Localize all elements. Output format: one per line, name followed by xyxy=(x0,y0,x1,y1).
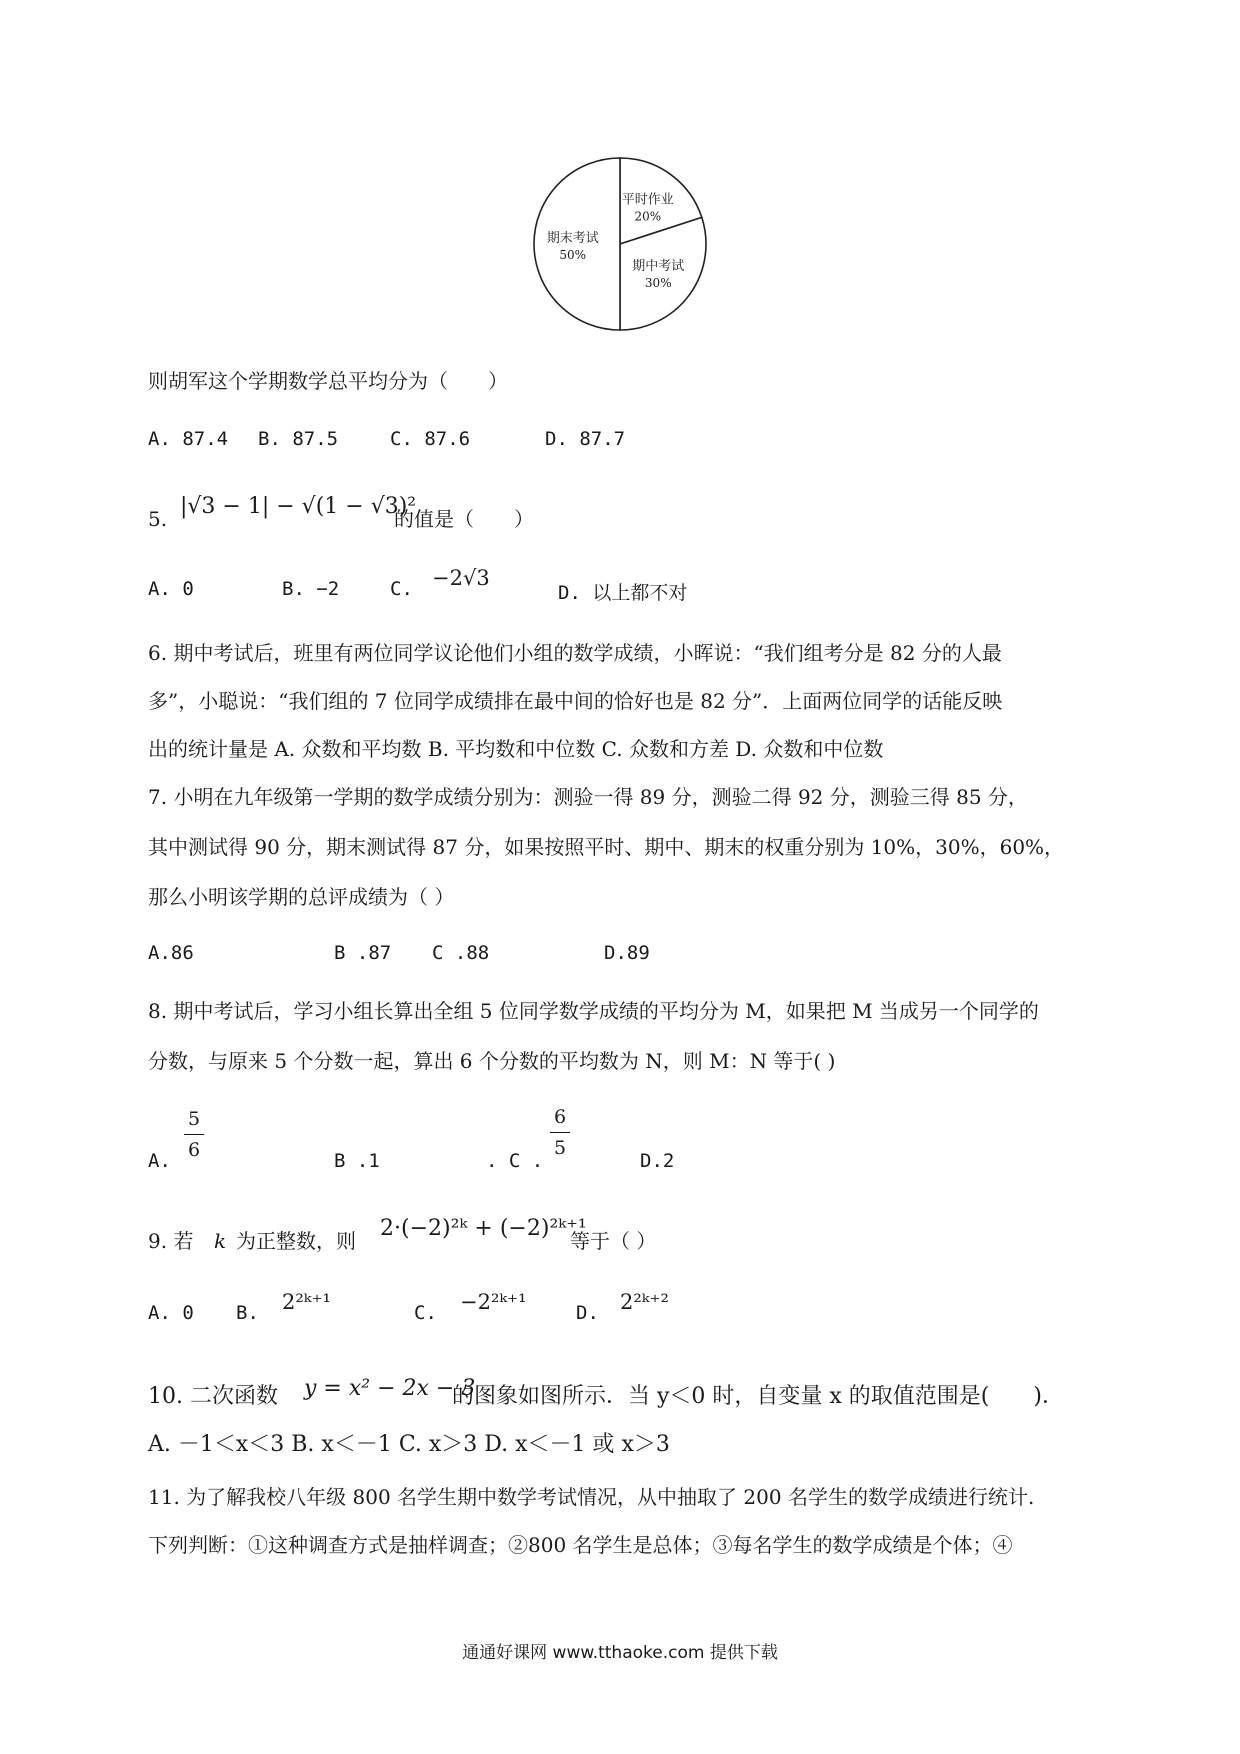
q5-tail: 的值是（ ） xyxy=(394,507,534,531)
q9-mid: 为正整数，则 xyxy=(236,1229,356,1253)
q9-variable-k: k xyxy=(214,1229,227,1253)
q10-prefix: 10. 二次函数 xyxy=(148,1384,278,1409)
q8-option-a-fraction xyxy=(184,1108,204,1161)
q6-line-2: 多”，小聪说：“我们组的 7 位同学成绩排在最中间的恰好也是 82 分”．上面两位同学的话能反映 xyxy=(148,689,1003,713)
q8-c-numerator: 6 xyxy=(553,1106,567,1128)
q8-line-2: 分数，与原来 5 个分数一起，算出 6 个分数的平均数为 N，则 M：N 等于( ) xyxy=(148,1049,836,1073)
q4-option-c: C. 87.6 xyxy=(390,428,471,450)
pie-value-label-3: 50% xyxy=(559,248,587,262)
pie-value-label-1: 20% xyxy=(634,209,662,224)
q8-c-denominator: 5 xyxy=(553,1137,567,1159)
q9-tail: 等于（ ） xyxy=(570,1229,657,1253)
q8-a-denominator: 6 xyxy=(187,1139,201,1161)
q4-option-a: A. 87.4 xyxy=(148,428,229,450)
q8-a-fraction-bar xyxy=(184,1134,204,1135)
q7-option-d: D.89 xyxy=(604,942,650,964)
pie-value-label-2: 30% xyxy=(644,275,672,290)
q10-expression: y = x² − 2x − 3 xyxy=(304,1376,476,1401)
q8-option-c: . C . xyxy=(486,1150,544,1172)
pie-label-3: 期末考试 xyxy=(546,231,599,246)
q8-option-b: B .1 xyxy=(334,1150,380,1172)
q9-expression: 2·(−2)²ᵏ + (−2)²ᵏ⁺¹ xyxy=(380,1216,587,1241)
q4-option-d: D. 87.7 xyxy=(545,428,626,450)
q8-line-1: 8. 期中考试后，学习小组长算出全组 5 位同学数学成绩的平均分为 M，如果把 M 当成另一个同学的 xyxy=(148,999,1039,1023)
q11-line-1: 11. 为了解我校八年级 800 名学生期中数学考试情况，从中抽取了 200 名学生的数学成绩进行统计. xyxy=(148,1485,1035,1509)
q6-line-3: 出的统计量是 A. 众数和平均数 B. 平均数和中位数 C. 众数和方差 D. 众数和中位数 xyxy=(148,737,884,761)
q7-option-a: A.86 xyxy=(148,942,194,964)
q8-option-c-fraction xyxy=(550,1106,570,1159)
q9-option-a: A. 0 xyxy=(148,1302,194,1324)
q9-option-c-value: −2²ᵏ⁺¹ xyxy=(460,1290,527,1314)
q9-option-b-value: 2²ᵏ⁺¹ xyxy=(282,1290,331,1314)
q10-options: A. －1＜x＜3 B. x＜－1 C. x＞3 D. x＜－1 或 x＞3 xyxy=(148,1432,670,1457)
q7-option-c: C .88 xyxy=(432,942,490,964)
q5-option-a: A. 0 xyxy=(148,578,194,600)
q5-option-b: B. −2 xyxy=(282,578,340,600)
q9-option-d: D. xyxy=(576,1302,599,1324)
q8-option-d: D.2 xyxy=(640,1150,675,1172)
q7-option-b: B .87 xyxy=(334,942,392,964)
q8-c-fraction-bar xyxy=(550,1132,570,1133)
footer-source: 通通好课网 www.tthaoke.com 提供下载 xyxy=(462,1643,778,1663)
q7-line-2: 其中测试得 90 分，期末测试得 87 分，如果按照平时、期中、期末的权重分别为 10%，30%，60%， xyxy=(148,835,1065,859)
q9-prefix: 9. 若 xyxy=(148,1229,194,1253)
q5-option-c-value: −2√3 xyxy=(432,566,490,590)
q8-a-numerator: 5 xyxy=(187,1108,201,1130)
q5-expression: |√3 − 1| − √(1 − √3)² xyxy=(180,494,417,519)
q7-line-3: 那么小明该学期的总评成绩为（ ） xyxy=(148,885,455,909)
q5-number: 5. xyxy=(148,507,168,531)
q5-option-c: C. xyxy=(390,578,413,600)
pie-label-2: 期中考试 xyxy=(632,258,685,274)
q9-option-c: C. xyxy=(414,1302,437,1324)
q5-option-d: D. 以上都不对 xyxy=(558,582,688,604)
pie-label-1: 平时作业 xyxy=(621,192,674,208)
q9-option-b: B. xyxy=(236,1302,259,1324)
q4-stem: 则胡军这个学期数学总平均分为（ ） xyxy=(148,369,508,393)
q7-line-1: 7. 小明在九年级第一学期的数学成绩分别为：测验一得 89 分，测验二得 92 分，测验三得 85 分， xyxy=(148,785,1028,809)
q4-option-b: B. 87.5 xyxy=(258,428,339,450)
q9-option-d-value: 2²ᵏ⁺² xyxy=(620,1290,669,1314)
q11-line-2: 下列判断：①这种调查方式是抽样调查；②800 名学生是总体；③每名学生的数学成绩是个体；④ xyxy=(148,1533,1013,1557)
q6-line-1: 6. 期中考试后，班里有两位同学议论他们小组的数学成绩，小晖说：“我们组考分是 82 分的人最 xyxy=(148,641,1002,665)
pie-chart xyxy=(530,154,710,334)
q10-tail: 的图象如图所示．当 y＜0 时，自变量 x 的取值范围是( )． xyxy=(452,1384,1064,1409)
q8-option-a: A. xyxy=(148,1150,171,1172)
